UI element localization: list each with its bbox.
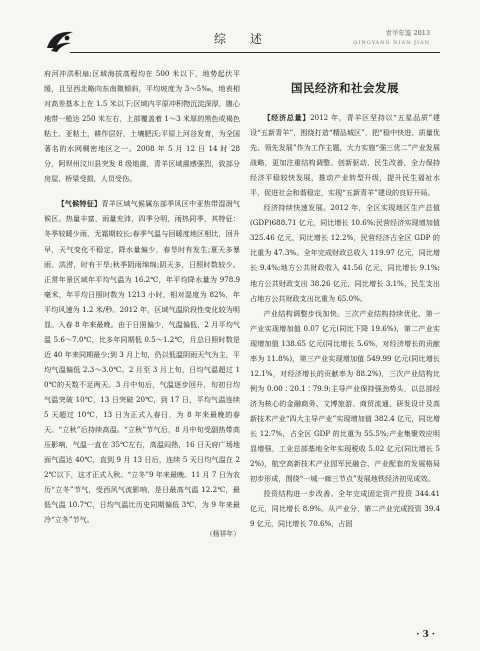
- economy-total-heading: 【经济总量】: [263, 113, 311, 122]
- industry-structure-paragraph: 产业结构调整步伐加快。三次产业结构持续优化，第一产业实现增加值 0.07 亿元(同比下降 19.6%)，第二产业实现增加值 138.65 亿元(同比增长 5.6%，对经济增长的贡献率为 11.8%)，第三产业实现增加值 549.99 亿元(同比增长 12.1%，对经济增长的贡献率为 88.2%)，三次产业结构比例为 0.00∶20.1∶79.9;主导产业保持强劲势头，以总部经济为核心的金融商务、文博旅游、商贸流通、研发设计及高新技术产业“四大主导产业”实现增加值 382.4 亿元，同比增长 12.7%，占全区 GDP 的比重为 55.5%;产业集聚效应明显增强，工业总部基地全年实现税收 5.02 亿元(同比增长 52%)，航空高新技术产业园军民融合、产业配套的发展格局初步形成，围绕“一城一廊三节点”发展地铁经济初见成效。: [250, 308, 440, 484]
- sun-bird-logo-icon: [44, 27, 76, 53]
- climate-paragraph: [44, 196, 240, 527]
- investment-paragraph: 投资结构进一步改善。全年完成固定资产投资 344.41 亿元，同比增长 8.9%。从产业分，第二产业完成投资 39.49 亿元，同比增长 70.6%，占固: [250, 489, 440, 529]
- right-column: [250, 66, 440, 531]
- page-number: · 3 ·: [416, 630, 435, 640]
- economy-total-paragraph: [250, 110, 440, 200]
- header-rule: [70, 52, 440, 53]
- section-title: 综 述: [214, 32, 272, 46]
- yearbook-pinyin: QINGYANG NIAN JIAN: [353, 40, 430, 46]
- climate-heading: 【气候特征】: [57, 199, 102, 209]
- author-signature: （杨祥年）: [206, 530, 240, 539]
- geology-paragraph: 府河冲洪积扇;区域海拔高程均在 500 米以下，地势起伏平缓，且呈西北略向东南微倾斜，平均坡度为 3～5‰，地表相对高差基本上在 1.5 米以下;区域内平原冲积物沉淀深厚，腹心地带一般达 250 米左右，上部覆盖着 1～3 米厚的黑色或褐色粘土、亚粘土，耕作层好，土壤肥沃;平原上河谷发育，为全国著名的水网稠密地区之一。2008 年 5 月 12 日 14 时 28 分，阿坝州汶川县突发 8 级地震，青羊区域震感强烈，致部分房屋、桥梁受损，人员受伤。: [44, 69, 240, 184]
- left-column: [44, 66, 240, 538]
- chapter-heading: 国民经济和社会发展: [291, 81, 399, 95]
- climate-text: 青羊区域气候属东部季风区中亚热带湿润气候区。热量丰富，雨量充沛，四季分明，雨热同季，其特征：冬季较暖少雨，无霜期较长;春季气温与回暖度地区相比，回升早，天气变化不稳定，降水量偏少，春旱时有发生;夏天多暴雨、洪涝，时有干旱;秋季阴雨绵绵;阴天多，日照时数较少。正常年景区域年平均气温为 16.2℃，年平均降水量为 978.9 毫米，年平均日照时数为 1213 小时，相对湿度为 82%，年平均风速为 1.2 米/秒。2012 年，区域气温阶段性变化较为明显。入春 8 年来最晚。由于日照偏少，气温偏低，2 月平均气温 5.6～7.0℃，比多年同期低 0.5～1.2℃，月总日照时数是近 40 年来同期最少;到 3 月上旬，仍以低温阴雨天气为主，平均气温偏低 2.3～3.0℃。2 月至 3 月上旬，日均气温超过 10℃的天数不足两天。3 月中旬后，气温逐步回升，旬初日均气温突破 10℃，13 日突破 20℃，到 17 日，平均气温连续 5 天超过 10℃，13 日为正式入春日，为 8 年来最晚的春天。“立秋”后持续高温。“立秋”节气后，8 月中旬受副热带高压影响，气温一直在 35℃左右，高温闷热，16 日天府广场地面气温达 40℃，直到 9 月 13 日后，连续 5 天日均气温在 22℃以下，这才正式入秋。“立冬”9 年来最晚。11 月 7 日为农历“立冬”节气，受西风气流影响，是日最高气温 12.2℃，最低气温 10.7℃，日均气温比历史同期偏低 3℃，为 9 年来最冷“立冬”节气。: [44, 199, 241, 525]
- economy-total-text: 2012 年，青羊区坚持以“五星品质”建设“五新青羊”，围绕打造“精品城区”，把“稳中快进、质量优先、领先发展”作为工作主题，大力实施“强三优二”产业发展战略，更加注重结构调整、创新驱动、民生改善，全力保持经济平稳较快发展，推动产业转型升级，提升民生福祉水平，促进社会和谐稳定，实现“五新青羊”建设的良好开局。: [250, 113, 441, 198]
- yearbook-name: 青羊年鉴 2013: [385, 29, 430, 37]
- growth-paragraph: 经济持续快速发展。2012 年，全区实现地区生产总值(GDP)688.71 亿元，同比增长 10.6%;民营经济实现增加值 325.46 亿元，同比增长 12.2%，民营经济占全区 GDP 的比重为 47.3%。全年完成财政总收入 119.97 亿元，同比增长 9.4%;地方公共财政收入 41.56 亿元，同比增长 9.1%;地方公共财政支出 38.26 亿元，同比增长 3.1%，民生支出占地方公共财政支出比重为 65.0%。: [250, 203, 440, 303]
